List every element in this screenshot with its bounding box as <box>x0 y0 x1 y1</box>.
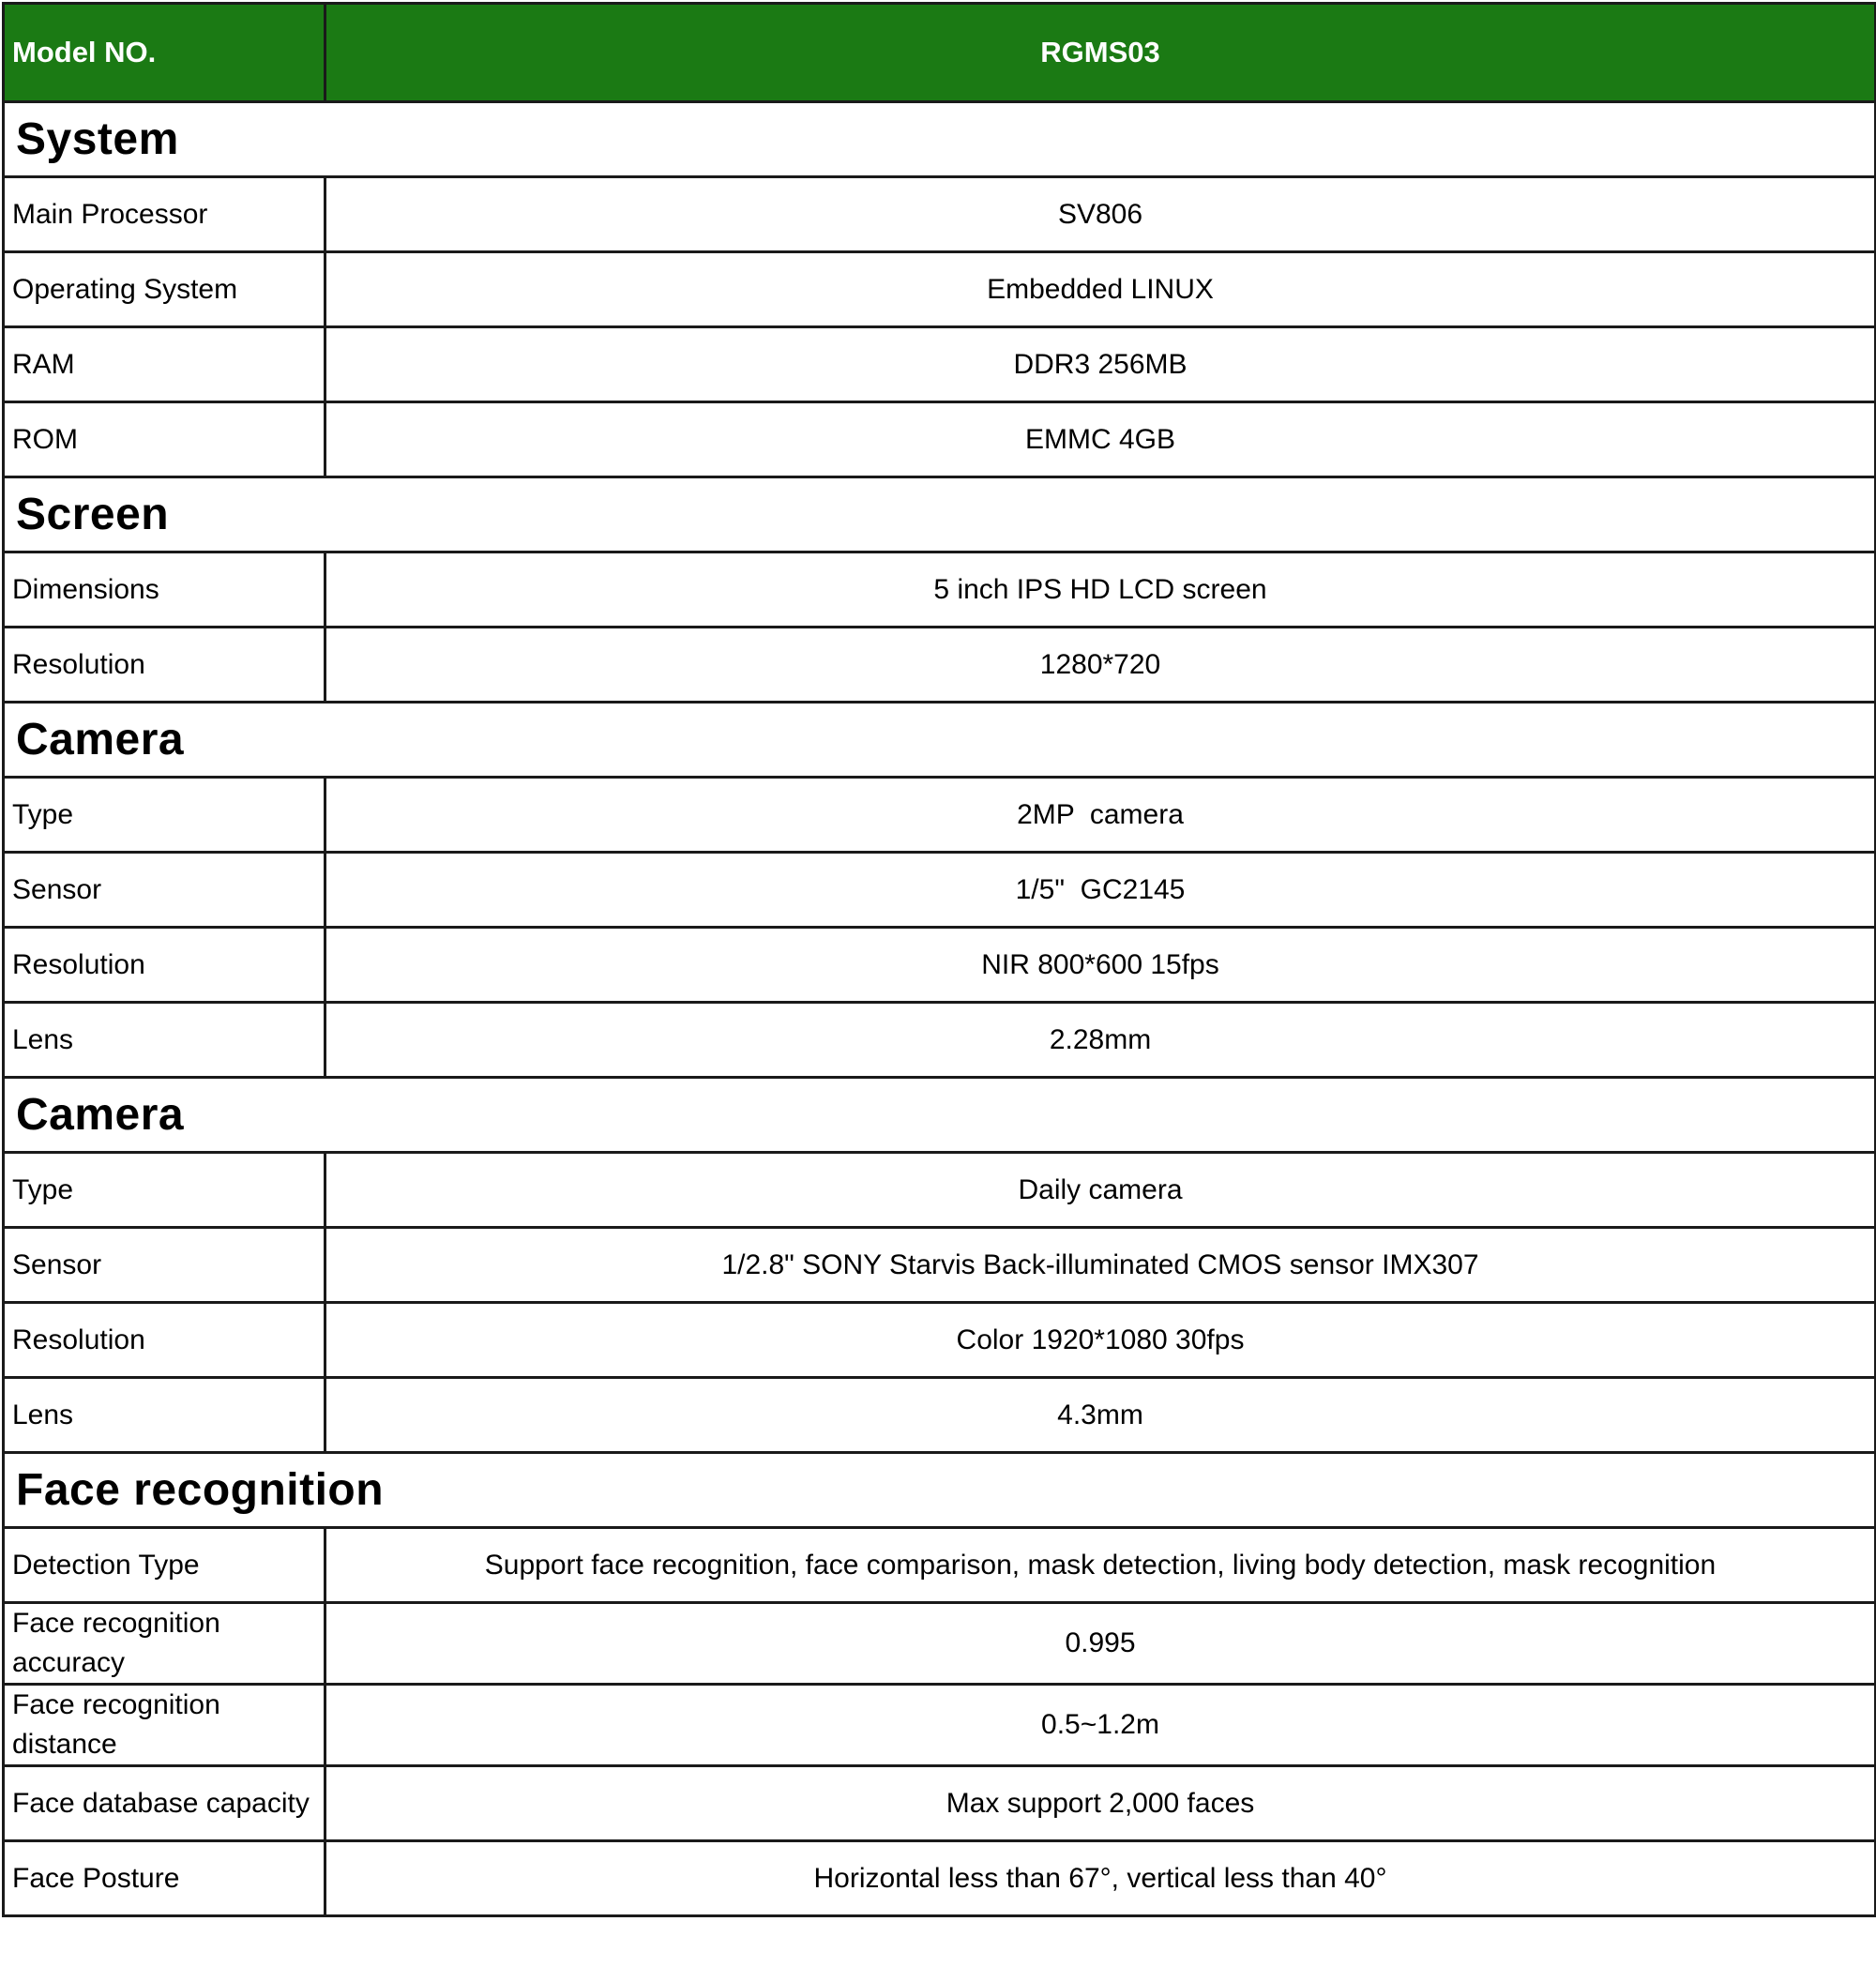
row-label: Lens <box>4 1003 325 1078</box>
table-row <box>4 928 1876 1003</box>
row-value: 2.28mm <box>325 1003 1876 1078</box>
row-value: SV806 <box>325 177 1876 252</box>
section-title: Camera <box>4 1078 1876 1153</box>
row-value: 1/5" GC2145 <box>325 853 1876 928</box>
row-value: NIR 800*600 15fps <box>325 928 1876 1003</box>
row-value: 1280*720 <box>325 628 1876 703</box>
row-label: Sensor <box>4 1228 325 1303</box>
row-value: DDR3 256MB <box>325 327 1876 402</box>
table-row <box>4 628 1876 703</box>
header-row <box>4 4 1876 102</box>
row-value: 5 inch IPS HD LCD screen <box>325 552 1876 628</box>
table-row <box>4 552 1876 628</box>
row-label: Operating System <box>4 252 325 327</box>
row-value: Horizontal less than 67°, vertical less than 40° <box>325 1841 1876 1916</box>
row-label: Face recognition distance <box>4 1685 325 1766</box>
row-value: 0.5~1.2m <box>325 1685 1876 1766</box>
row-label: Main Processor <box>4 177 325 252</box>
section-title: System <box>4 102 1876 177</box>
row-value: EMMC 4GB <box>325 402 1876 477</box>
table-row <box>4 1685 1876 1766</box>
table-row <box>4 1841 1876 1916</box>
section-camera-nir <box>4 703 1876 778</box>
row-value: 0.995 <box>325 1603 1876 1685</box>
section-system <box>4 102 1876 177</box>
table-row <box>4 1303 1876 1378</box>
table-row <box>4 1528 1876 1603</box>
row-label: Resolution <box>4 628 325 703</box>
section-title: Face recognition <box>4 1453 1876 1528</box>
row-label: Resolution <box>4 1303 325 1378</box>
row-value: 2MP camera <box>325 778 1876 853</box>
row-value: Embedded LINUX <box>325 252 1876 327</box>
row-label: RAM <box>4 327 325 402</box>
row-label: Type <box>4 1153 325 1228</box>
row-label: Resolution <box>4 928 325 1003</box>
row-value: 4.3mm <box>325 1378 1876 1453</box>
table-row <box>4 1603 1876 1685</box>
model-value: RGMS03 <box>325 4 1876 102</box>
row-label: Lens <box>4 1378 325 1453</box>
row-label: Dimensions <box>4 552 325 628</box>
row-label: Face database capacity <box>4 1766 325 1841</box>
section-camera-color <box>4 1078 1876 1153</box>
table-row <box>4 1003 1876 1078</box>
section-title: Camera <box>4 703 1876 778</box>
table-row <box>4 778 1876 853</box>
table-row <box>4 252 1876 327</box>
table-row <box>4 1228 1876 1303</box>
spec-table <box>2 2 1876 1917</box>
row-value: Color 1920*1080 30fps <box>325 1303 1876 1378</box>
row-value: Support face recognition, face comparison, mask detection, living body detection, mask recognition <box>325 1528 1876 1603</box>
table-row <box>4 1153 1876 1228</box>
table-row <box>4 327 1876 402</box>
row-label: Detection Type <box>4 1528 325 1603</box>
model-label: Model NO. <box>4 4 325 102</box>
table-row <box>4 402 1876 477</box>
table-row <box>4 177 1876 252</box>
row-label: Type <box>4 778 325 853</box>
row-value: Max support 2,000 faces <box>325 1766 1876 1841</box>
row-label: Sensor <box>4 853 325 928</box>
table-row <box>4 853 1876 928</box>
section-title: Screen <box>4 477 1876 552</box>
row-value: Daily camera <box>325 1153 1876 1228</box>
row-label: ROM <box>4 402 325 477</box>
row-label: Face recognition accuracy <box>4 1603 325 1685</box>
row-label: Face Posture <box>4 1841 325 1916</box>
section-screen <box>4 477 1876 552</box>
row-value: 1/2.8" SONY Starvis Back-illuminated CMOS sensor IMX307 <box>325 1228 1876 1303</box>
table-row <box>4 1378 1876 1453</box>
table-row <box>4 1766 1876 1841</box>
section-face-recognition <box>4 1453 1876 1528</box>
